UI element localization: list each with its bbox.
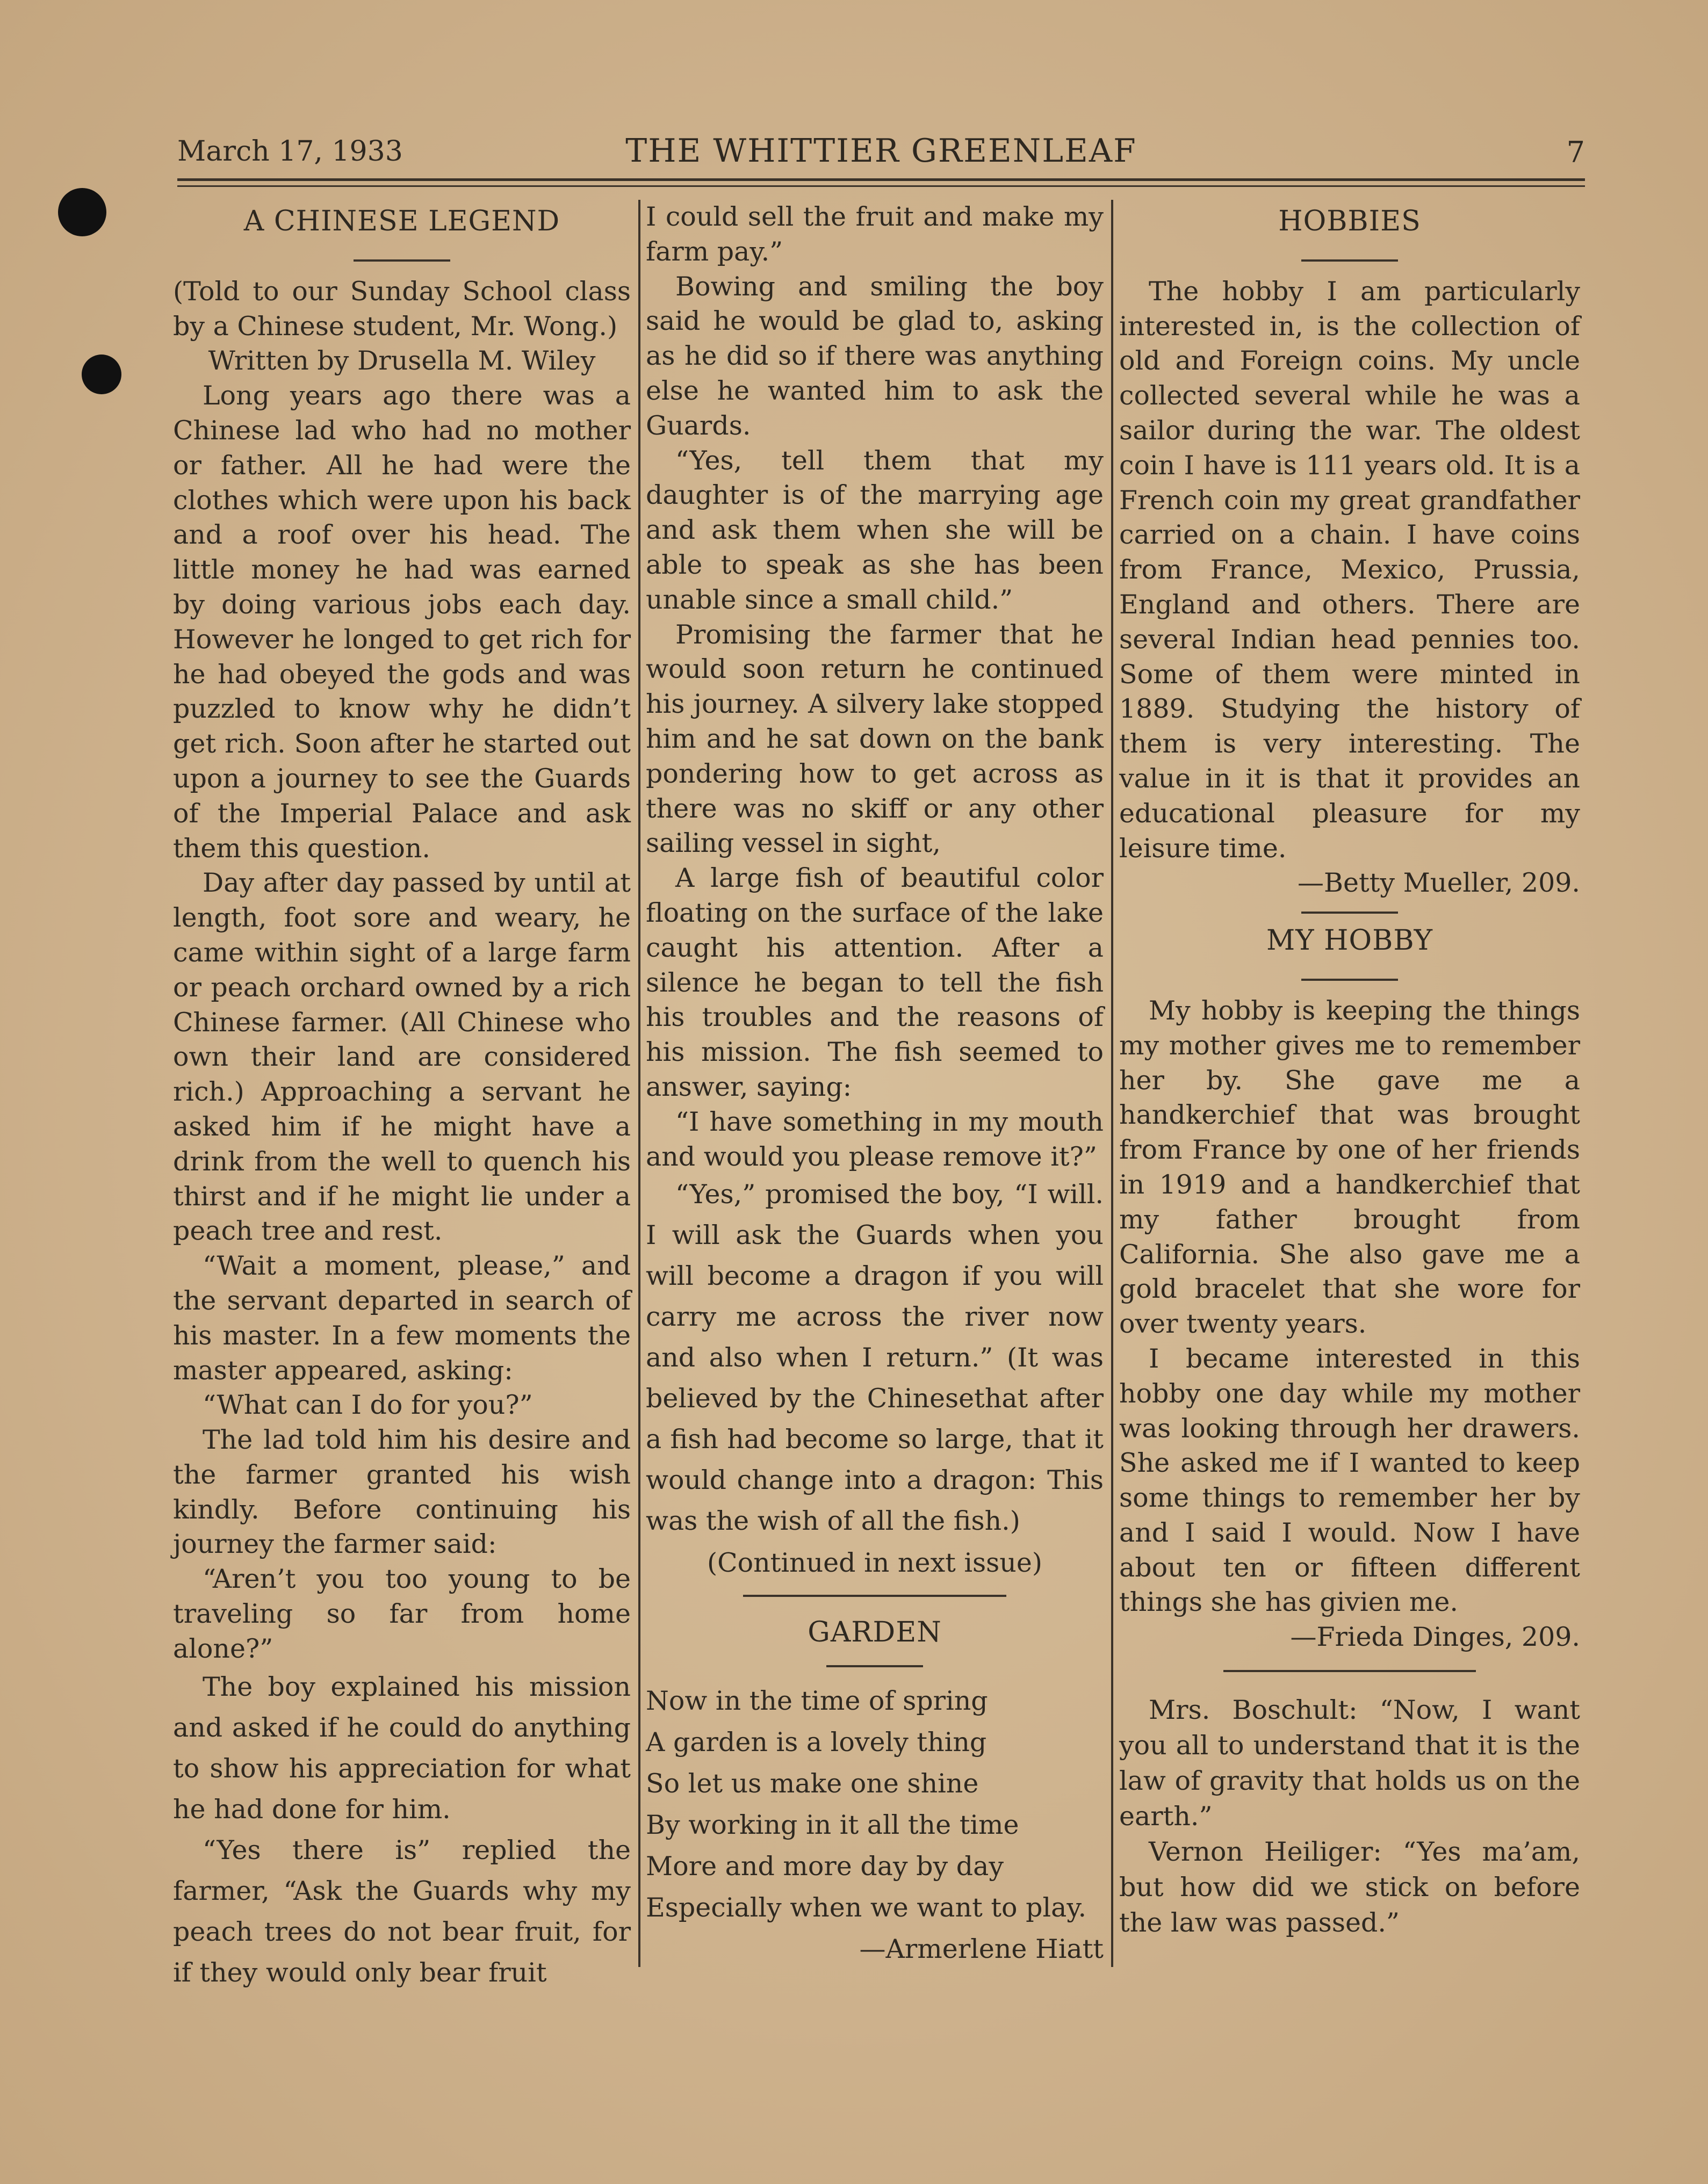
paragraph: The hobby I am particularly interested in, is the collection of old and Foreign coins. My uncle collected several while he was a sailor during the war. The oldest coin I have is 111 years old. It is a French coin my great grandfather carried on a chain. I have coins from France, Mexico, Prussia, England and others. There are several Indian head pennies too. Some of them were minted in 1889. Studying the history of them is very interesting. The value in it is that it provides an educational pleasure for my leisure time. xyxy=(1119,276,1580,864)
paragraph: My hobby is keeping the things my mother gives me to remember her by. She gave me a handkerchief that was brought from France by one of her friends in 1919 and a handkerchief that my father brought from California. She also gave me a gold bracelet that she wore for over twenty years. xyxy=(1119,995,1580,1340)
title-rule xyxy=(1301,979,1398,981)
punch-hole-top xyxy=(58,188,106,236)
section-rule xyxy=(1223,1670,1476,1672)
paragraph: “I have something in my mouth and would you please remove it?” xyxy=(646,1106,1104,1172)
continued-note: (Continued in next issue) xyxy=(707,1547,1042,1579)
poem-line: More and more day by day xyxy=(646,1850,1004,1882)
paragraph: “Yes there is” replied the farmer, “Ask the Guards why my peach trees do not bear fruit, for if they would only bear fruit xyxy=(173,1834,631,1988)
legend-title: A CHINESE LEGEND xyxy=(243,205,560,237)
paragraph: “Aren’t you too young to be traveling so far from home alone?” xyxy=(173,1564,631,1664)
my-hobby-title: MY HOBBY xyxy=(1266,924,1433,957)
title-rule xyxy=(826,1665,923,1667)
paragraph: The lad told him his desire and the farmer granted his wish kindly. Before continuing his journey the farmer said: xyxy=(173,1424,631,1560)
garden-author: —Armerlene Hiatt xyxy=(859,1933,1104,1964)
poem-line: A garden is a lovely thing xyxy=(646,1726,987,1758)
legend-byline: Written by Drusella M. Wiley xyxy=(208,345,596,377)
paragraph: The boy explained his mission and asked if he could do anything to show his appreciation for what he had done for him. xyxy=(173,1671,631,1825)
header-rule xyxy=(177,185,1585,187)
paragraph: Long years ago there was a Chinese lad who had no mother or father. All he had were the clothes which were upon his back and a roof over his head. The little money he had was earned by doing various jobs each day. However he longed to get rich for he had obeyed the gods and was puzzled to know why he didn’t get rich. Soon after he started out upon a journey to see the Guards of the Imperial Palace and ask them this question. xyxy=(173,380,631,864)
joke xyxy=(1119,1693,1580,1941)
hobbies-author: —Betty Mueller, 209. xyxy=(1297,867,1580,899)
section-rule xyxy=(1301,912,1398,914)
punch-hole-bottom xyxy=(82,355,121,394)
column-divider-2 xyxy=(1111,200,1113,1967)
garden-title: GARDEN xyxy=(808,1616,942,1649)
page-number: 7 xyxy=(1566,135,1585,169)
poem-line: By working in it all the time xyxy=(646,1809,1019,1840)
paragraph: Vernon Heiliger: “Yes ma’am, but how did we stick on before the law was passed.” xyxy=(1119,1836,1580,1939)
paragraph: I could sell the fruit and make my farm pay.” xyxy=(646,201,1104,267)
paragraph: “Yes, tell them that my daughter is of the marrying age and ask them when she will be able to speak as she has been unable since a small child.” xyxy=(646,445,1104,615)
hobbies-title: HOBBIES xyxy=(1278,205,1421,237)
poem-line: So let us make one shine xyxy=(646,1768,979,1799)
column-3 xyxy=(1119,200,1580,1972)
newspaper-title: THE WHITTIER GREENLEAF xyxy=(625,132,1137,170)
section-rule xyxy=(743,1595,1006,1597)
title-rule xyxy=(354,259,450,262)
paragraph: I became interested in this hobby one day while my mother was looking through her drawers. She asked me if I wanted to keep some things to remember her by and I said I would. Now I have about ten or fifteen different things she has givien me. xyxy=(1119,1343,1580,1618)
column-1 xyxy=(173,200,631,1988)
my-hobby-author: —Frieda Dinges, 209. xyxy=(1290,1622,1580,1653)
title-rule xyxy=(1301,259,1398,262)
paragraph: Mrs. Boschult: “Now, I want you all to understand that it is the law of gravity that holds us on the earth.” xyxy=(1119,1695,1580,1832)
page-header xyxy=(177,132,1585,181)
paragraph: Day after day passed by until at length, foot sore and weary, he came within sight of a large farm or peach orchard owned by a rich Chinese farmer. (All Chinese who own their land are considered rich.) Approaching a servant he asked him if he might have a drink from the well to quench his thirst and if he might lie under a peach tree and rest. xyxy=(173,867,631,1247)
paragraph: “What can I do for you?” xyxy=(203,1390,533,1421)
column-divider-1 xyxy=(638,200,640,1967)
paragraph: Promising the farmer that he would soon return he continued his journey. A silvery lake stopped him and he sat down on the bank pondering how to get across as there was no skiff or any other sailing vessel in sight, xyxy=(646,619,1104,859)
poem-line: Especially when we want to play. xyxy=(646,1892,1087,1923)
issue-date: March 17, 1933 xyxy=(177,135,403,168)
paragraph: “Wait a moment, please,” and the servant departed in search of his master. In a few moments the master appeared, asking: xyxy=(173,1250,631,1386)
legend-intro: (Told to our Sunday School class by a Chinese student, Mr. Wong.) xyxy=(173,276,631,342)
column-2 xyxy=(646,200,1104,1972)
paragraph: Bowing and smiling the boy said he would be glad to, asking as he did so if there was anything else he wanted him to ask the Guards. xyxy=(646,271,1104,441)
poem-line: Now in the time of spring xyxy=(646,1685,988,1716)
garden-poem xyxy=(646,1680,1104,1970)
paragraph: “Yes,” promised the boy, “I will. I will ask the Guards when you will become a dragon if you will carry me across the river now and also when I return.” (It was believed by the Chinesethat after a fish had become so large, that it would change into a dragon: This was the wish of all the fish.) xyxy=(646,1179,1104,1537)
paragraph: A large fish of beautiful color floating on the surface of the lake caught his attention. After a silence he began to tell the fish his troubles and the reasons of his mission. The fish seemed to answer, saying: xyxy=(646,863,1104,1102)
